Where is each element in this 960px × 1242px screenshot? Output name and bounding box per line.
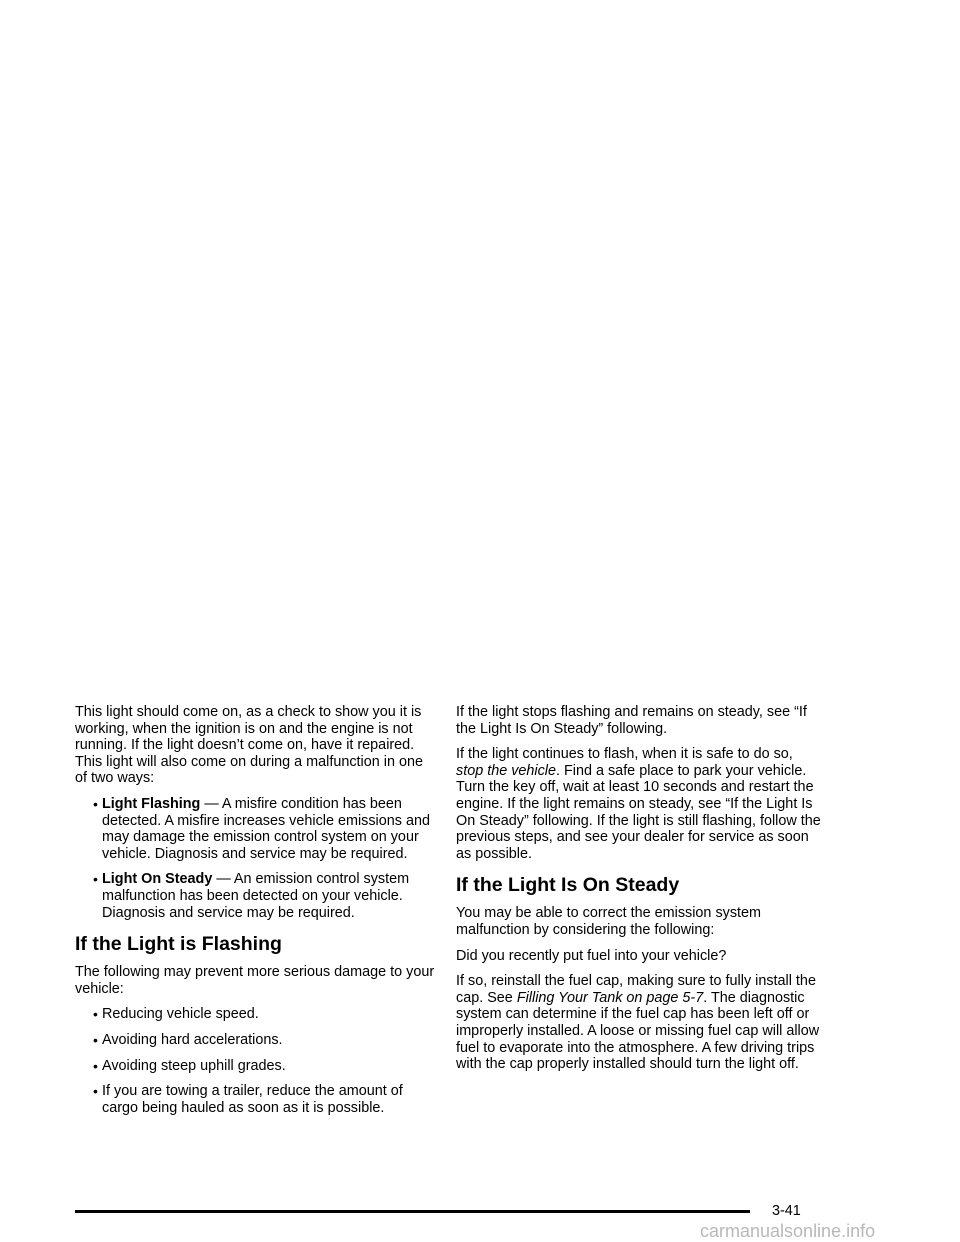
watermark: carmanualsonline.info xyxy=(700,1221,876,1241)
list-item xyxy=(75,796,435,862)
page-number: 3-41 xyxy=(772,1203,801,1219)
continues-flash-text: If the light continues to flash, when it is safe to do so, xyxy=(456,746,793,763)
reinstall-text: If so, reinstall the fuel cap, making sure to fully install the cap. See xyxy=(456,973,816,1006)
steady-intro: You may be able to correct the emission system malfunction by considering the following: xyxy=(456,905,762,938)
mode-description: — An emission control system malfunction has been detected on your vehicle. Diagnosis and service may be required. xyxy=(102,871,410,921)
reinstall-text-end: . The diagnostic system can determine if the fuel cap has been left off or improperly installed. A loose or missing fuel cap will allow fuel to evaporate into the atmosphere. A few driving trips with the cap properly installed should turn the light off. xyxy=(456,989,820,1073)
flashing-actions-list xyxy=(75,1006,435,1116)
stops-flashing-paragraph: If the light stops flashing and remains on steady, see “If the Light Is On Steady” following. xyxy=(456,704,807,737)
page-reference-link[interactable]: Filling Your Tank on page 5-7 xyxy=(516,989,704,1006)
stop-vehicle-emphasis: stop the vehicle xyxy=(456,762,556,779)
list-item xyxy=(75,1032,435,1049)
bullet-icon: • xyxy=(93,1006,98,1023)
bullet-icon: • xyxy=(93,1031,98,1048)
list-item xyxy=(75,1058,435,1075)
list-item xyxy=(75,871,435,921)
list-item-text: Reducing vehicle speed. xyxy=(102,1006,259,1023)
continues-flash-text-end: . Find a safe place to park your vehicle. Turn the key off, wait at least 10 seconds and restart the engine. If the light remains on steady, see “If the Light Is On Steady” following. If the light is still flashing, follow the previous steps, and see your dealer for service as soon as possible. xyxy=(456,762,821,862)
left-column xyxy=(75,704,435,1125)
flashing-heading: If the Light is Flashing xyxy=(75,933,282,956)
intro-paragraph: This light should come on, as a check to show you it is working, when the ignition is on and the engine is not running. If the light doesn’t come on, have it repaired. This light will also come on during a malfunction in one of two ways: xyxy=(75,704,423,787)
right-column xyxy=(456,704,821,1082)
mode-term: Light On Steady xyxy=(102,871,213,888)
reinstall-paragraph xyxy=(456,973,821,1073)
steady-heading: If the Light Is On Steady xyxy=(456,874,680,897)
list-item xyxy=(75,1083,435,1116)
continues-flash-paragraph xyxy=(456,746,821,862)
footer-rule xyxy=(75,1210,750,1213)
mode-term: Light Flashing xyxy=(102,795,201,812)
light-modes-list xyxy=(75,796,435,921)
flashing-intro: The following may prevent more serious damage to your vehicle: xyxy=(75,964,435,997)
fuel-question: Did you recently put fuel into your vehicle? xyxy=(456,947,727,964)
list-item-text: If you are towing a trailer, reduce the amount of cargo being hauled as soon as it is possible. xyxy=(102,1083,403,1116)
bullet-icon: • xyxy=(93,795,98,812)
bullet-icon: • xyxy=(93,1057,98,1074)
bullet-icon: • xyxy=(93,1083,98,1100)
list-item-text: Avoiding steep uphill grades. xyxy=(102,1057,286,1074)
mode-description: — A misfire condition has been detected. A misfire increases vehicle emissions and may damage the emission control system on your vehicle. Diagnosis and service may be required. xyxy=(102,795,430,862)
bullet-icon: • xyxy=(93,871,98,888)
list-item xyxy=(75,1006,435,1023)
list-item-text: Avoiding hard accelerations. xyxy=(102,1031,283,1048)
